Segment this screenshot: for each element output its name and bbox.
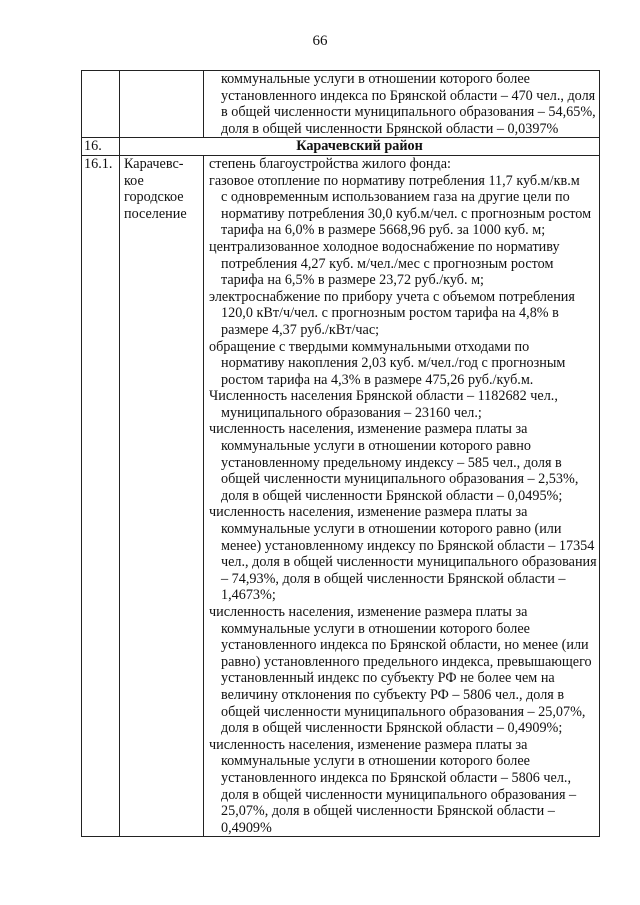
entry-description-line: доля в общей численности Брянской области – 0,0495%; [221, 487, 563, 504]
entry-description-line: нормативу потребления 30,0 куб.м/чел. с прогнозным ростом [221, 205, 592, 222]
entry-row [82, 155, 600, 836]
entry-description-line: 120,0 кВт/ч/чел. с прогнозным ростом тарифа на 4,8% в [221, 305, 559, 322]
entry-description-line: электроснабжение по прибору учета с объемом потребления [209, 288, 575, 305]
entry-description-line: 1,4673%; [221, 587, 276, 604]
entry-name-cell [120, 155, 204, 836]
entry-description-line: коммунальные услуги в отношении которого более [221, 753, 530, 770]
entry-description-cell [204, 155, 600, 836]
page-number: 66 [312, 33, 328, 49]
entry-description-line: равно) установленного предельного индекса, превышающего [221, 653, 592, 670]
entry-description-line: с одновременным использованием газа на другие цели по [221, 189, 570, 206]
entry-description-line: газовое отопление по нормативу потребления 11,7 куб.м/кв.м [209, 172, 580, 189]
district-row [82, 138, 600, 156]
entry-description-line: – 74,93%, доля в общей численности Брянской области – [221, 570, 566, 587]
entry-description-line: чел., доля в общей численности муниципального образования [221, 554, 597, 571]
entry-description-line: доля в общей численности Брянской области – 0,4909%; [221, 720, 563, 737]
entry-description-line: размере 4,37 руб./кВт/час; [221, 321, 380, 338]
entry-description-line: Численность населения Брянской области – 1182682 чел., [209, 388, 558, 405]
entry-description-line: установленного индекса по Брянской области, но менее (или [221, 637, 589, 654]
entry-description-line: тарифа на 6,0% в размере 5668,96 руб. за 1000 куб. м; [221, 222, 546, 239]
entry-description-line: потребления 4,27 куб. м/чел./мес с прогнозным ростом [221, 255, 554, 272]
entry-description-line: численность населения, изменение размера платы за [209, 736, 528, 753]
entry-description-line: установленного индекса по Брянской области – 5806 чел., [221, 769, 572, 786]
entry-name-line: кое [124, 172, 144, 189]
entry-description-line: коммунальные услуги в отношении которого более [221, 620, 530, 637]
continuation-num-cell [82, 71, 120, 138]
entry-description-line: величину отклонения по субъекту РФ – 5806 чел., доля в [221, 686, 565, 703]
entry-description-line: 0,4909% [221, 819, 272, 836]
continuation-line: установленного индекса по Брянской области – 470 чел., доля [221, 87, 596, 104]
entry-description-line: степень благоустройства жилого фонда: [209, 155, 451, 172]
district-title: Карачевский район [120, 138, 600, 156]
entry-description-line: нормативу накопления 2,03 куб. м/чел./год с прогнозным [221, 355, 566, 372]
entry-description-line: установленному предельному индексу – 585 чел., доля в [221, 454, 562, 471]
entry-description-line: доля в общей численности муниципального образования – [221, 786, 577, 803]
entry-description-line: численность населения, изменение размера платы за [209, 604, 528, 620]
continuation-desc-cell [204, 71, 600, 138]
entry-description-line: обращение с твердыми коммунальными отходами по [209, 338, 530, 355]
entry-description-line: менее) установленному индексу по Брянской области – 17354 [221, 537, 595, 554]
continuation-name-cell [120, 71, 204, 138]
continuation-line: коммунальные услуги в отношении которого более [221, 71, 530, 87]
entry-name-line: городское [124, 189, 184, 206]
continuation-line: в общей численности муниципального образования – 54,65%, [221, 104, 596, 121]
entry-description-line: коммунальные услуги в отношении которого равно (или [221, 521, 562, 538]
entry-description-line: численность населения, изменение размера платы за [209, 504, 528, 521]
entry-number: 16.1. [82, 155, 120, 836]
entry-name-line: поселение [124, 205, 187, 222]
entry-name-line: Карачевс- [124, 155, 184, 172]
entry-description-line: коммунальные услуги в отношении которого равно [221, 438, 531, 455]
continuation-line: доля в общей численности Брянской области – 0,0397% [221, 120, 559, 137]
entry-description-line: общей численности муниципального образования – 2,53%, [221, 471, 579, 488]
entry-description-line: численность населения, изменение размера платы за [209, 421, 528, 438]
entry-description-line: ростом тарифа на 4,3% в размере 475,26 руб./куб.м. [221, 371, 534, 388]
entry-description-line: тарифа на 6,5% в размере 23,72 руб./куб. м; [221, 272, 485, 289]
municipal-data-table [81, 70, 600, 837]
entry-description-line: централизованное холодное водоснабжение по нормативу [209, 238, 560, 255]
district-number: 16. [82, 138, 120, 156]
entry-description-line: установленный индекс по субъекту РФ не более чем на [221, 670, 555, 687]
entry-description-line: муниципального образования – 23160 чел.; [221, 404, 482, 421]
entry-description-line: общей численности муниципального образования – 25,07%, [221, 703, 586, 720]
entry-description-line: 25,07%, доля в общей численности Брянской области – [221, 803, 555, 820]
continuation-row [82, 71, 600, 138]
